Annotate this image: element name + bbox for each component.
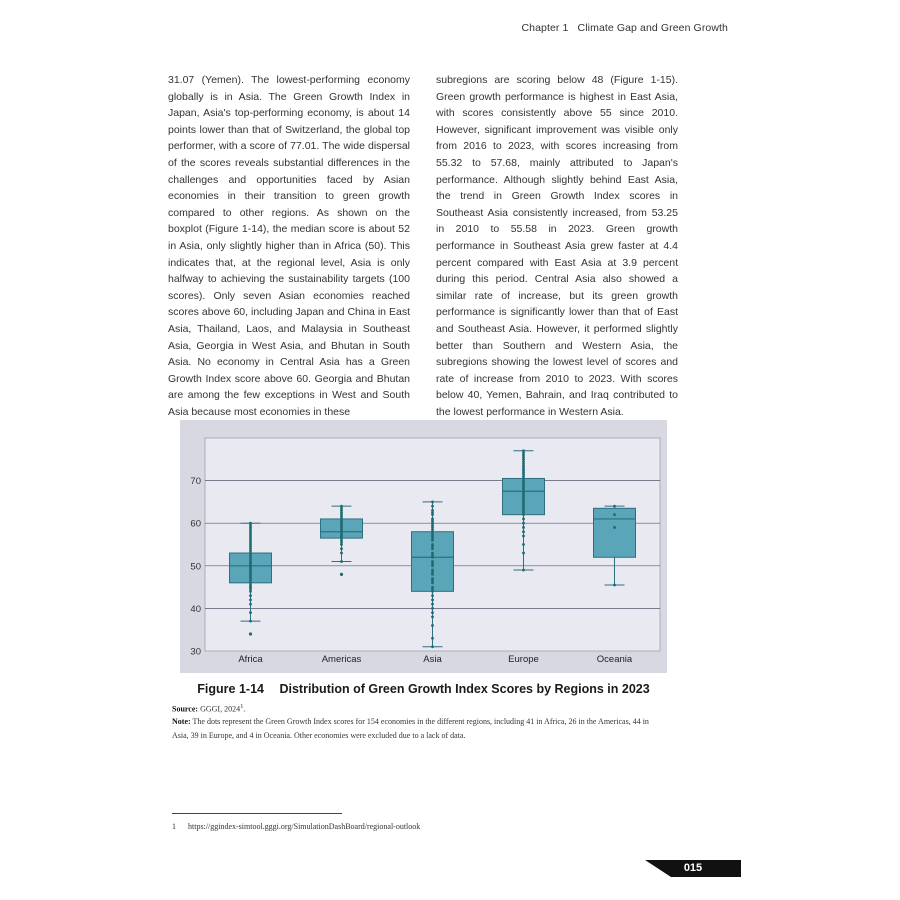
point-oceania-2 [613,513,616,516]
point-americas-3 [340,547,343,550]
point-americas-23 [340,505,343,508]
note-label: Note: [172,717,191,726]
boxplot-chart [180,420,667,673]
y-tick-label-40: 40 [190,603,201,615]
point-oceania-1 [613,526,616,529]
point-europe-0 [522,569,525,572]
boxplot-figure [180,420,667,673]
point-africa-5 [249,594,252,597]
x-axis-labels [238,654,633,665]
running-head [521,22,728,34]
point-europe-7 [522,518,525,521]
point-africa-3 [249,603,252,606]
point-asia-41 [431,509,434,512]
point-asia-4 [431,611,434,614]
figure-title: Distribution of Green Growth Index Scores by Regions in 2023 [279,682,650,696]
point-asia-0 [431,645,434,648]
note-text: The dots represent the Green Growth Index scores for 154 economies in the different regions, including 41 in Africa, 26 in the Americas, 44 in Asia, 39 in Europe, and 4 in Oceania. Other economies were excluded due to a lack of data. [172,717,649,740]
point-asia-42 [431,505,434,508]
point-asia-14 [431,577,434,580]
point-asia-5 [431,607,434,610]
source-label: Source: [172,704,199,714]
point-europe-3 [522,535,525,538]
point-asia-11 [431,586,434,589]
source-text: GGGI, 2024 [200,704,241,714]
point-asia-6 [431,603,434,606]
point-americas-0 [340,573,343,576]
point-americas-2 [340,552,343,555]
point-europe-2 [522,543,525,546]
point-oceania-0 [613,584,616,587]
point-africa-4 [249,598,252,601]
point-africa-1 [249,620,252,623]
x-label-americas: Americas [321,654,362,665]
point-americas-24 [340,535,343,538]
x-label-europe: Europe [508,654,539,665]
point-asia-7 [431,598,434,601]
footnote [172,822,420,831]
footnote-url[interactable]: https://ggindex-simtool.gggi.org/SimulationDashBoard/regional-outlook [188,822,421,831]
footnote-number: 1 [172,822,176,831]
chapter-label: Chapter 1 [521,22,569,34]
point-asia-8 [431,594,434,597]
point-asia-17 [431,569,434,572]
point-africa-40 [249,586,252,589]
point-europe-38 [522,449,525,452]
footnote-divider [172,813,342,814]
y-tick-label-30: 30 [190,646,201,658]
point-asia-43 [431,501,434,504]
point-europe-6 [522,522,525,525]
point-americas-1 [340,560,343,563]
point-asia-38 [431,518,434,521]
point-africa-39 [249,522,252,525]
y-tick-label-60: 60 [190,518,201,530]
point-europe-1 [522,552,525,555]
point-americas-25 [340,526,343,529]
figure-caption [180,682,667,696]
chapter-title: Climate Gap and Green Growth [577,22,728,34]
figure-note [172,715,662,743]
point-oceania-3 [613,505,616,508]
body-paragraph-right: subregions are scoring below 48 (Figure 1-15). Green growth performance is highest in East Asia, with scores consistently above 55 since 2010. However, significant improvement was visible only from 2016 to 2023, with scores increasing from 55.32 to 57.68, mainly attributed to Japan's performance. Although slightly behind East Asia, the trend in Green Growth Index scores in Southeast Asia consistently increased, from 53.25 in 2010 to 55.58 in 2023. Green growth performance in Southeast Asia grew faster at 4.4 percent compared with East Asia at 3.9 percent during this period. Central Asia also showed a similar rate of increase, but its green growth performance is significantly lower than that of East and Southeast Asia. However, it performed slightly better than Southern and Western Asia, the subregions showing the lowest level of scores and rate of increase from 2010 to 2023. With scores below 40, Yemen, Bahrain, and Iraq contributed to the lowest performance in Western Asia. [436,74,678,418]
point-asia-2 [431,624,434,627]
body-paragraph-left: 31.07 (Yemen). The lowest-performing economy globally is in Asia. The Green Growth Index in Japan, Asia's top-performing economy, is about 14 points lower than that of Switzerland, the global top performer, with a score of 77.01. The wide dispersal of the scores reveals substantial differences in the challenges and opportunities faced by Asian economies in their transition to green growth compared to other regions. As shown on the boxplot (Figure 1-14), the median score is about 52 in Asia, only slightly higher than in Africa (50). This indicates that, at the regional level, Asia is only halfway to achieving the sustainability targets (100 scores). Only seven Asian economies reached scores above 60, including Japan and China in East Asia, Thailand, Laos, and Malaysia in Southeast Asia, Georgia in West Asia, and Bhutan in South Asia. No economy in Central Asia has a Green Growth Index score above 60. Georgia and Bhutan are among the few exceptions in West and South Asia because most economies in these [168,74,410,418]
figure-number: Figure 1-14 [197,682,264,696]
x-label-asia: Asia [423,654,442,665]
point-europe-4 [522,530,525,533]
point-asia-3 [431,616,434,619]
y-axis-ticks [190,476,201,657]
x-label-oceania: Oceania [596,654,633,665]
point-africa-2 [249,611,252,614]
figure-source: Source: GGGI, 2024$^1$. [172,703,246,714]
point-asia-27 [431,543,434,546]
body-left-column [168,72,410,420]
source-footnote-ref: 1 [240,703,244,710]
page-number: 015 [683,862,703,874]
point-africa-0 [249,633,252,636]
body-right-column [436,72,678,420]
y-tick-label-50: 50 [190,561,201,573]
y-tick-label-70: 70 [190,476,201,488]
point-asia-1 [431,637,434,640]
point-europe-5 [522,526,525,529]
point-asia-24 [431,552,434,555]
x-label-africa: Africa [238,654,263,665]
point-asia-20 [431,560,434,563]
